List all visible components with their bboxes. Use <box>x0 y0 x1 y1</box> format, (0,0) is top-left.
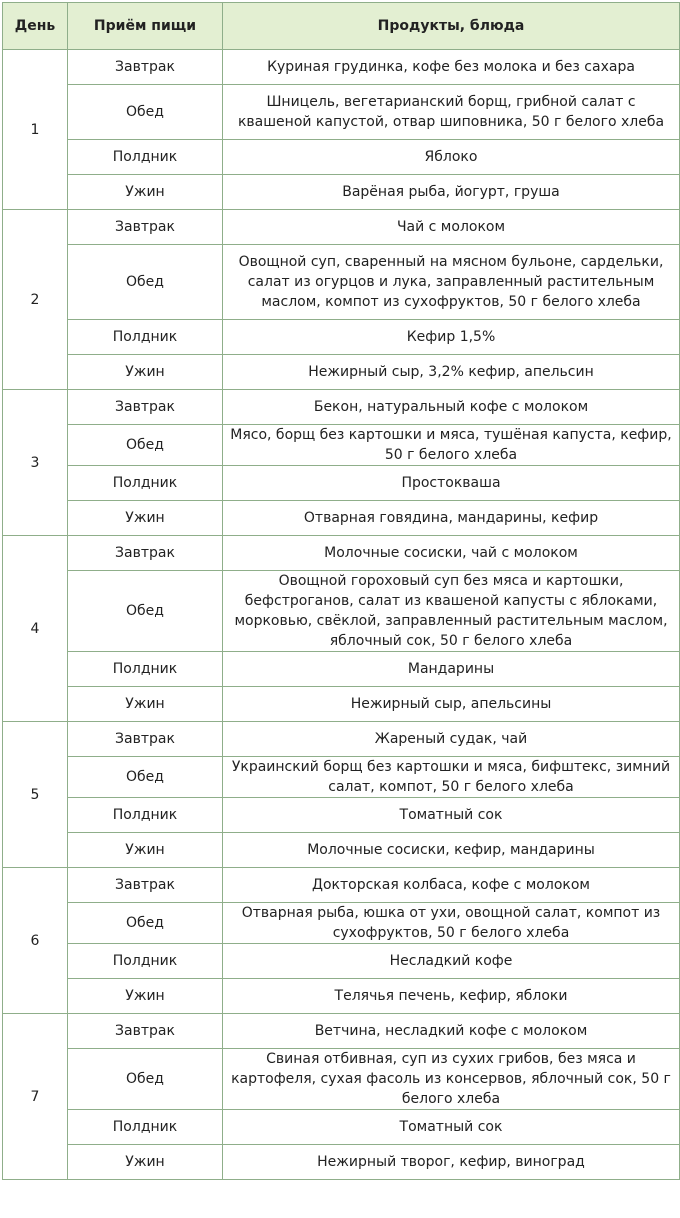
header-day: День <box>3 3 68 50</box>
table-row <box>3 833 680 868</box>
day-number: 1 <box>3 50 68 210</box>
table-row <box>3 798 680 833</box>
table-row <box>3 210 680 245</box>
meal-name: Ужин <box>68 1145 223 1180</box>
meal-name: Обед <box>68 757 223 798</box>
meal-foods: Томатный сок <box>223 798 680 833</box>
header-row <box>3 3 680 50</box>
meal-foods: Овощной суп, сваренный на мясном бульоне, сардельки, салат из огурцов и лука, заправленный растительным маслом, компот из сухофруктов, 50 г белого хлеба <box>223 245 680 320</box>
meal-foods: Отварная рыба, юшка от ухи, овощной салат, компот из сухофруктов, 50 г белого хлеба <box>223 903 680 944</box>
meal-foods: Нежирный сыр, 3,2% кефир, апельсин <box>223 355 680 390</box>
meal-foods: Нежирный сыр, апельсины <box>223 687 680 722</box>
table-row <box>3 425 680 466</box>
table-row <box>3 245 680 320</box>
meal-foods: Чай с молоком <box>223 210 680 245</box>
day-number: 5 <box>3 722 68 868</box>
table-body <box>3 50 680 1180</box>
meal-name: Полдник <box>68 944 223 979</box>
meal-name: Полдник <box>68 652 223 687</box>
table-row <box>3 85 680 140</box>
meal-foods: Нежирный творог, кефир, виноград <box>223 1145 680 1180</box>
meal-name: Завтрак <box>68 50 223 85</box>
meal-foods: Отварная говядина, мандарины, кефир <box>223 501 680 536</box>
meal-name: Обед <box>68 1049 223 1110</box>
meal-name: Завтрак <box>68 1014 223 1049</box>
table-row <box>3 501 680 536</box>
meal-name: Полдник <box>68 798 223 833</box>
table-row <box>3 1014 680 1049</box>
table-row <box>3 390 680 425</box>
meal-name: Завтрак <box>68 536 223 571</box>
table-row <box>3 1145 680 1180</box>
meal-foods: Телячья печень, кефир, яблоки <box>223 979 680 1014</box>
table-row <box>3 1110 680 1145</box>
meal-name: Завтрак <box>68 722 223 757</box>
meal-foods: Докторская колбаса, кофе с молоком <box>223 868 680 903</box>
meal-foods: Мандарины <box>223 652 680 687</box>
table-row <box>3 944 680 979</box>
meal-foods: Яблоко <box>223 140 680 175</box>
meal-foods: Овощной гороховый суп без мяса и картошки, бефстроганов, салат из квашеной капусты с яблоками, морковью, свёклой, заправленный растительным маслом, яблочный сок, 50 г белого хлеба <box>223 571 680 652</box>
meal-foods: Варёная рыба, йогурт, груша <box>223 175 680 210</box>
table-row <box>3 175 680 210</box>
meal-name: Ужин <box>68 979 223 1014</box>
meal-name: Обед <box>68 245 223 320</box>
meal-foods: Украинский борщ без картошки и мяса, бифштекс, зимний салат, компот, 50 г белого хлеба <box>223 757 680 798</box>
meal-foods: Шницель, вегетарианский борщ, грибной салат с квашеной капустой, отвар шиповника, 50 г белого хлеба <box>223 85 680 140</box>
meal-name: Ужин <box>68 833 223 868</box>
meal-foods: Простокваша <box>223 466 680 501</box>
meal-name: Обед <box>68 903 223 944</box>
table-row <box>3 320 680 355</box>
table-row <box>3 687 680 722</box>
meal-name: Ужин <box>68 687 223 722</box>
day-number: 2 <box>3 210 68 390</box>
meal-name: Обед <box>68 85 223 140</box>
diet-menu-table <box>2 2 680 1180</box>
table-row <box>3 868 680 903</box>
meal-foods: Бекон, натуральный кофе с молоком <box>223 390 680 425</box>
meal-name: Ужин <box>68 355 223 390</box>
table-row <box>3 652 680 687</box>
meal-name: Полдник <box>68 140 223 175</box>
header-food: Продукты, блюда <box>223 3 680 50</box>
day-number: 7 <box>3 1014 68 1180</box>
meal-name: Обед <box>68 571 223 652</box>
meal-name: Обед <box>68 425 223 466</box>
meal-foods: Ветчина, несладкий кофе с молоком <box>223 1014 680 1049</box>
table-row <box>3 50 680 85</box>
meal-name: Полдник <box>68 320 223 355</box>
meal-foods: Свиная отбивная, суп из сухих грибов, без мяса и картофеля, сухая фасоль из консервов, яблочный сок, 50 г белого хлеба <box>223 1049 680 1110</box>
table-row <box>3 140 680 175</box>
day-number: 6 <box>3 868 68 1014</box>
meal-foods: Кефир 1,5% <box>223 320 680 355</box>
meal-foods: Куриная грудинка, кофе без молока и без сахара <box>223 50 680 85</box>
meal-name: Завтрак <box>68 210 223 245</box>
day-number: 4 <box>3 536 68 722</box>
meal-name: Ужин <box>68 175 223 210</box>
table-row <box>3 1049 680 1110</box>
meal-name: Полдник <box>68 1110 223 1145</box>
table-row <box>3 355 680 390</box>
day-number: 3 <box>3 390 68 536</box>
table-row <box>3 536 680 571</box>
meal-foods: Молочные сосиски, кефир, мандарины <box>223 833 680 868</box>
meal-name: Завтрак <box>68 390 223 425</box>
meal-name: Ужин <box>68 501 223 536</box>
meal-name: Полдник <box>68 466 223 501</box>
table-row <box>3 979 680 1014</box>
meal-name: Завтрак <box>68 868 223 903</box>
meal-foods: Несладкий кофе <box>223 944 680 979</box>
meal-foods: Мясо, борщ без картошки и мяса, тушёная капуста, кефир, 50 г белого хлеба <box>223 425 680 466</box>
table-header <box>3 3 680 50</box>
table-row <box>3 571 680 652</box>
table-row <box>3 466 680 501</box>
table-row <box>3 722 680 757</box>
table-row <box>3 757 680 798</box>
meal-foods: Жареный судак, чай <box>223 722 680 757</box>
meal-foods: Молочные сосиски, чай с молоком <box>223 536 680 571</box>
table-row <box>3 903 680 944</box>
meal-foods: Томатный сок <box>223 1110 680 1145</box>
header-meal: Приём пищи <box>68 3 223 50</box>
